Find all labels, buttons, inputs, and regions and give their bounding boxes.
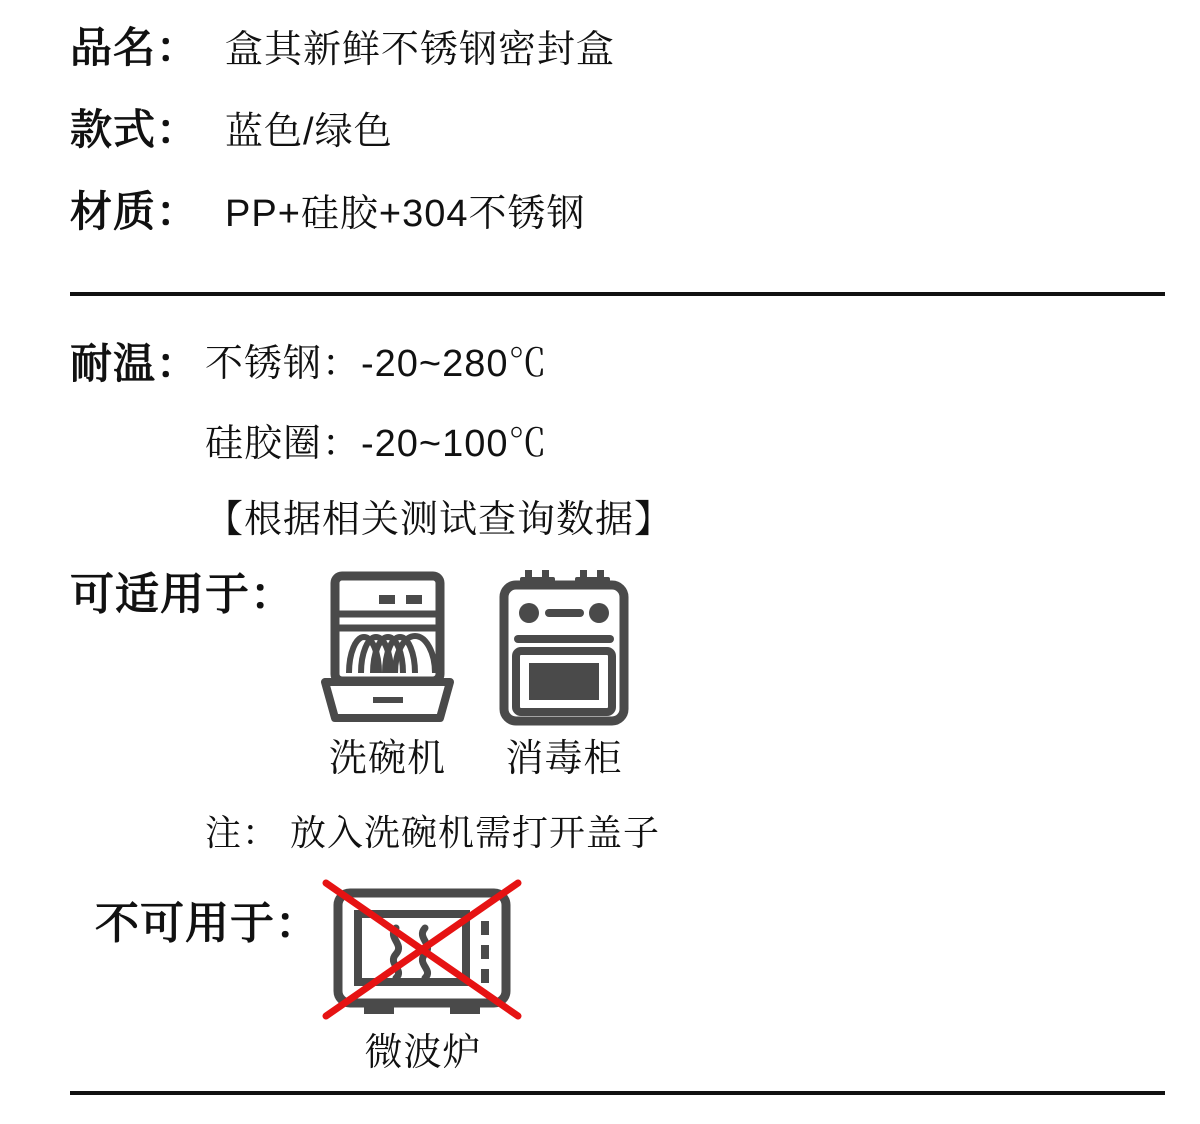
- temperature-body: [205, 340, 673, 544]
- spec-row-material: [0, 188, 1200, 238]
- spec-row-name: [0, 24, 1200, 74]
- spec-value-name: 盒其新鲜不锈钢密封盒: [225, 29, 616, 71]
- sterilizer-icon: [496, 570, 632, 725]
- not-applicable-label: 不可用于：: [95, 899, 320, 948]
- spec-label-style: 款式：: [70, 106, 200, 153]
- applicable-item-dishwasher: [315, 570, 460, 783]
- top-divider: [70, 292, 1165, 296]
- not-applicable-item-microwave: [328, 883, 518, 1077]
- spec-label-name: 品名：: [70, 24, 200, 71]
- temperature-label: 耐温：: [70, 340, 200, 387]
- microwave-caption: 微波炉: [364, 1032, 482, 1074]
- spec-value-material: PP+硅胶+304不锈钢: [225, 193, 586, 235]
- temperature-source-note: 【根据相关测试查询数据】: [205, 499, 674, 541]
- dishwasher-caption: 洗碗机: [328, 738, 446, 780]
- dishwasher-note: 注： 放入洗碗机需打开盖子: [205, 812, 661, 853]
- temperature-line-silicone: 硅胶圈：-20~100℃: [205, 423, 548, 465]
- dishwasher-icon: [315, 570, 460, 725]
- not-applicable-icons: [328, 883, 518, 1077]
- applicable-item-sterilizer: [496, 570, 632, 783]
- applicable-section: [0, 570, 1200, 783]
- spec-row-style: [0, 106, 1200, 156]
- spec-label-material: 材质：: [70, 188, 200, 235]
- applicable-label: 可适用于：: [70, 570, 295, 619]
- spec-value-style: 蓝色/绿色: [225, 111, 393, 153]
- microwave-icon: [328, 883, 518, 1019]
- temperature-line-steel: 不锈钢：-20~280℃: [205, 343, 548, 385]
- sterilizer-caption: 消毒柜: [505, 738, 623, 780]
- not-applicable-section: [0, 883, 1200, 1077]
- bottom-divider: [70, 1091, 1165, 1095]
- applicable-icons: [315, 570, 632, 783]
- temperature-section: [0, 340, 1200, 544]
